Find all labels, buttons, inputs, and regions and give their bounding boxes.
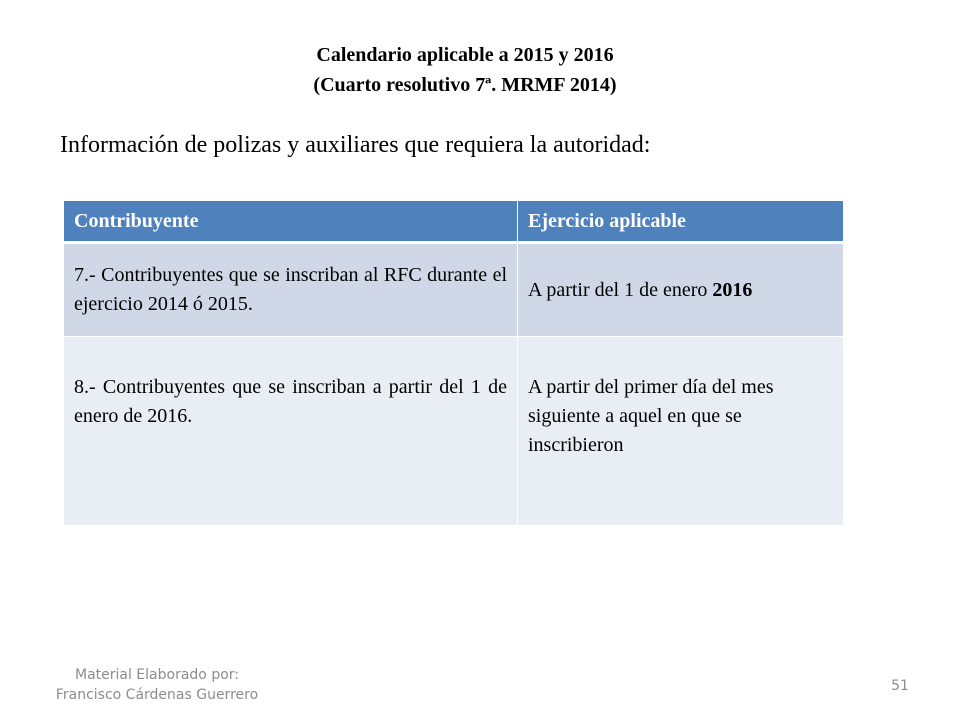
page-number: 51 — [891, 678, 909, 694]
slide-subtitle: Información de polizas y auxiliares que requiera la autoridad: — [60, 132, 651, 158]
table-header-row — [64, 201, 843, 243]
ejercicio-text: A partir del 1 de enero — [528, 278, 713, 301]
calendar-table — [64, 201, 843, 525]
footer-credit — [22, 665, 292, 705]
cell-ejercicio — [518, 243, 844, 337]
slide-title — [0, 40, 930, 100]
table-row — [64, 243, 843, 337]
table-row — [64, 337, 843, 526]
cell-contribuyente: 7.- Contribuyentes que se inscriban al RFC durante el ejercicio 2014 ó 2015. — [64, 243, 518, 337]
cell-contribuyente: 8.- Contribuyentes que se inscriban a partir del 1 de enero de 2016. — [64, 337, 518, 526]
header-ejercicio-aplicable: Ejercicio aplicable — [518, 201, 844, 243]
title-line-1: Calendario aplicable a 2015 y 2016 — [316, 44, 614, 66]
credit-line-2: Francisco Cárdenas Guerrero — [55, 687, 259, 703]
cell-ejercicio: A partir del primer día del mes siguiente a aquel en que se inscribieron — [518, 337, 844, 526]
header-contribuyente: Contribuyente — [64, 201, 518, 243]
credit-line-1: Material Elaborado por: — [74, 667, 239, 683]
title-line-2: (Cuarto resolutivo 7ª. MRMF 2014) — [313, 74, 617, 96]
ejercicio-year: 2016 — [712, 278, 753, 301]
